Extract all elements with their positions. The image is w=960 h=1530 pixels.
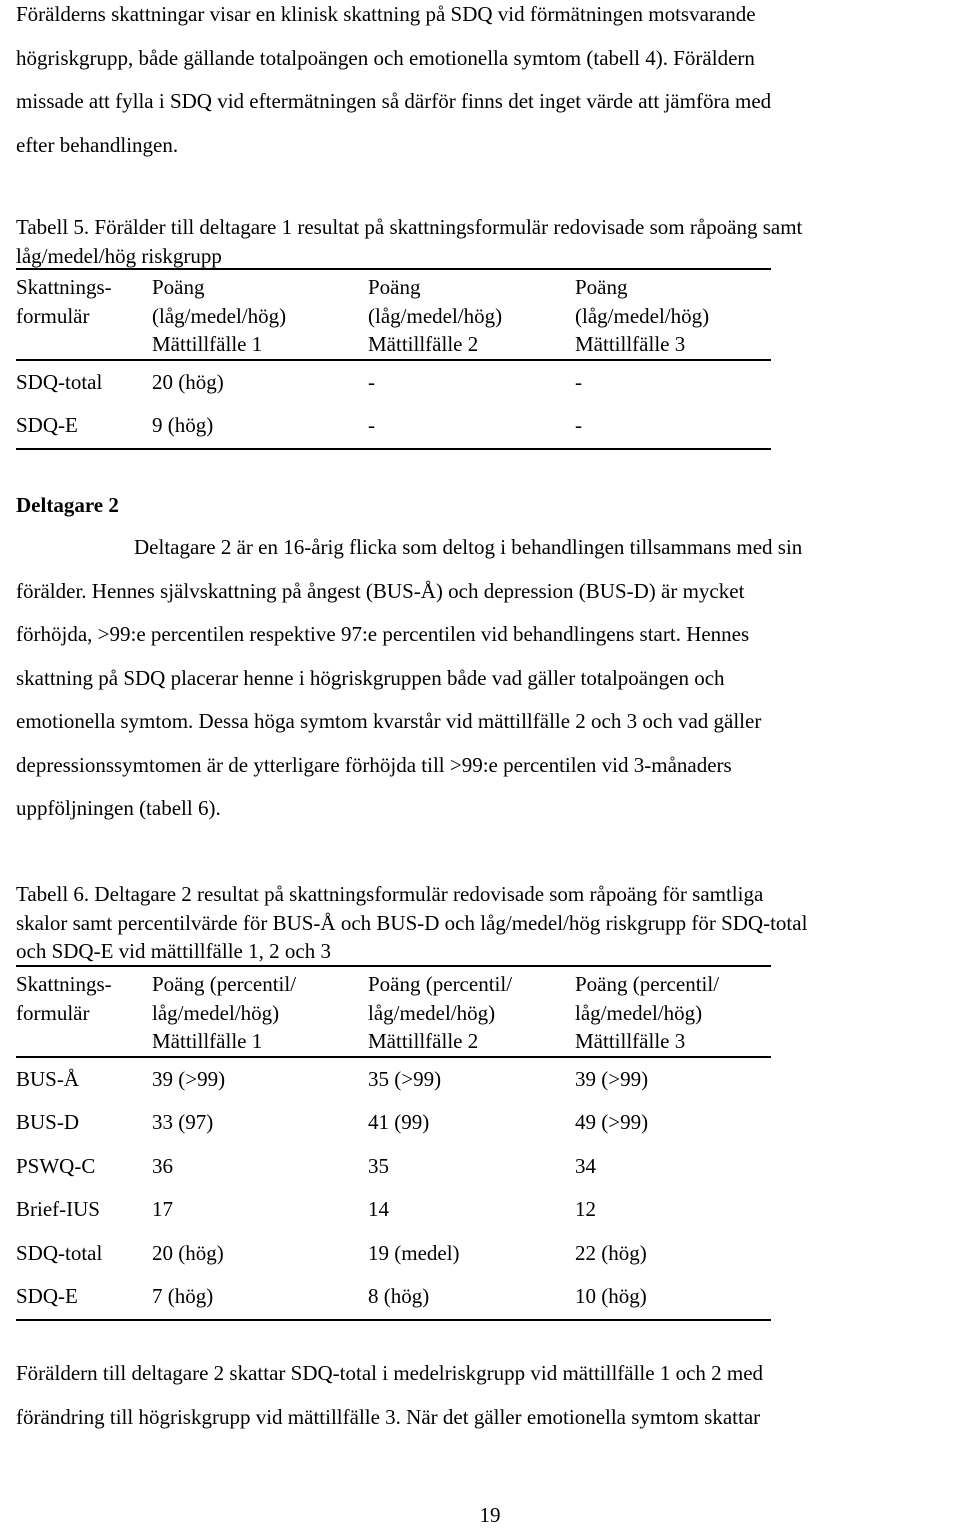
table6 [16,965,771,1321]
table6-cell: 19 (medel) [368,1240,460,1265]
table-row [16,1188,771,1232]
section-line: förhöjda, >99:e percentilen respektive 97:e percentilen vid behandlingens start. Hennes [16,622,750,646]
table6-cell: 34 [575,1153,596,1178]
intro-line: Förälderns skattningar visar en klinisk skattning på SDQ vid förmätningen motsvarande [16,2,756,26]
table6-cell: 35 (>99) [368,1066,442,1091]
table5-cell: 20 (hög) [152,369,224,394]
table5-header-cell: Poäng (låg/medel/hög) Mättillfälle 2 [368,275,503,356]
table6-cell: 41 (99) [368,1110,430,1135]
section-heading: Deltagare 2 [16,493,119,517]
closing-line: förändring till högriskgrupp vid mättillfälle 3. När det gäller emotionella symtom skattar [16,1404,761,1429]
table6-cell: BUS-Å [16,1066,80,1091]
table6-caption [16,880,960,966]
section-line: depressionssymtomen är de ytterligare förhöjda till >99:e percentilen vid 3-månaders [16,752,732,777]
intro-paragraph [16,0,956,167]
table-row [16,1232,771,1276]
section-paragraph [16,526,956,831]
closing-paragraph [16,1352,956,1439]
table5-header-cell: Skattnings- formulär [16,275,112,328]
table6-cell: 10 (hög) [575,1275,771,1320]
table6-header-cell: Poäng (percentil/ låg/medel/hög) Mättillfälle 1 [152,972,297,1053]
table5 [16,268,771,450]
table6-header-cell: Poäng (percentil/ låg/medel/hög) Mättillfälle 3 [575,972,720,1053]
closing-line: Föräldern till deltagare 2 skattar SDQ-total i medelriskgrupp vid mättillfälle 1 och 2 med [16,1361,764,1385]
table6-cell: SDQ-E [16,1275,152,1320]
table6-header-cell: Skattnings- formulär [16,972,112,1025]
table-row [16,1275,771,1320]
table6-caption-line: skalor samt percentilvärde för BUS-Å och BUS-D och låg/medel/hög riskgrupp för SDQ-total [16,910,808,935]
section-line: skattning på SDQ placerar henne i högriskgruppen både vad gäller totalpoängen och [16,665,725,690]
table-row [16,360,771,405]
table6-cell: 7 (hög) [152,1275,368,1320]
table6-header-cell: Poäng (percentil/ låg/medel/hög) Mättillfälle 2 [368,972,513,1053]
section-line: förälder. Hennes självskattning på ångest (BUS-Å) och depression (BUS-D) är mycket [16,578,745,603]
table5-header-row [16,269,771,359]
table6-cell: 49 (>99) [575,1110,649,1135]
table6-cell: 36 [152,1153,173,1178]
section-line: Deltagare 2 är en 16-årig flicka som deltog i behandlingen tillsammans med sin [134,535,803,559]
table5-cell: - [368,404,575,449]
table5-caption [16,213,960,270]
table5-header-cell: Poäng (låg/medel/hög) Mättillfälle 1 [152,275,287,356]
table5-cell: - [575,369,582,394]
section-line: emotionella symtom. Dessa höga symtom kvarstår vid mättillfälle 2 och 3 och vad gäller [16,709,762,733]
table6-cell: 14 [368,1197,389,1222]
table6-caption-line: och SDQ-E vid mättillfälle 1, 2 och 3 [16,939,331,963]
table5-cell: - [368,369,375,394]
table5-cell: 9 (hög) [152,404,368,449]
table6-cell: Brief-IUS [16,1197,100,1222]
table6-cell: 39 (>99) [575,1066,649,1091]
table5-header-cell: Poäng (låg/medel/hög) Mättillfälle 3 [575,275,710,356]
page-number: 19 [479,1503,501,1527]
table6-header-row [16,966,771,1056]
table-row [16,404,771,449]
table-row [16,1145,771,1189]
table6-cell: PSWQ-C [16,1153,96,1178]
table6-cell: 39 (>99) [152,1066,226,1091]
table5-cell: SDQ-E [16,404,152,449]
table5-caption-line: Tabell 5. Förälder till deltagare 1 resultat på skattningsformulär redovisade som råpoäng samt [16,215,803,239]
table-row [16,1101,771,1145]
table6-cell: SDQ-total [16,1240,103,1265]
table6-cell: 20 (hög) [152,1240,224,1265]
table5-caption-line: låg/medel/hög riskgrupp [16,243,222,268]
table5-cell: - [575,404,771,449]
table6-cell: 17 [152,1197,173,1222]
intro-line: efter behandlingen. [16,132,179,157]
table5-cell: SDQ-total [16,369,103,394]
table6-cell: 22 (hög) [575,1240,647,1265]
section-line: uppföljningen (tabell 6). [16,796,221,820]
table6-cell: 12 [575,1197,596,1222]
intro-line: missade att fylla i SDQ vid eftermätningen så därför finns det inget värde att jämföra med [16,89,772,113]
table6-cell: 35 [368,1153,389,1178]
table6-cell: 8 (hög) [368,1275,575,1320]
intro-line: högriskgrupp, både gällande totalpoängen och emotionella symtom (tabell 4). Föräldern [16,45,755,70]
table6-cell: 33 (97) [152,1110,214,1135]
table6-cell: BUS-D [16,1110,80,1135]
table-row [16,1057,771,1102]
table6-caption-line: Tabell 6. Deltagare 2 resultat på skattningsformulär redovisade som råpoäng för samtliga [16,882,764,906]
